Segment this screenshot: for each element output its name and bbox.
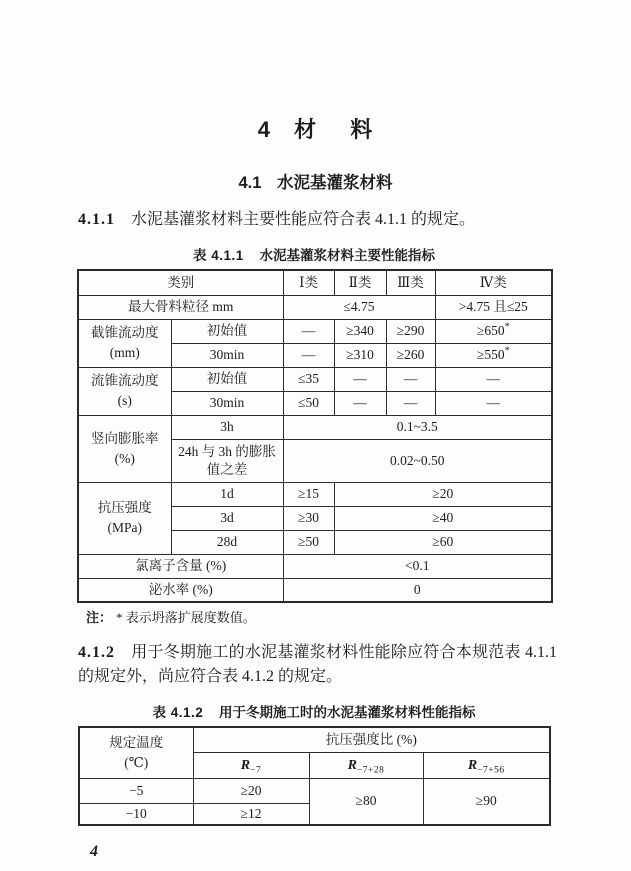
header-cell-r-minus7-plus28 <box>309 752 423 778</box>
r-subscript: −7+56 <box>477 765 505 776</box>
value-cell: ≥90 <box>423 778 550 825</box>
value-cell: — <box>435 367 552 391</box>
header-cell-class2: Ⅱ类 <box>334 270 386 295</box>
table-4-1-2-caption-title: 用于冬期施工时的水泥基灌浆材料性能指标 <box>219 705 476 720</box>
table-row <box>78 295 552 319</box>
sub-label-cell: 24h 与 3h 的膨胀值之差 <box>171 439 283 482</box>
value-cell: >4.75 且≤25 <box>435 295 552 319</box>
value-cell: — <box>283 319 334 343</box>
table-row <box>78 270 552 295</box>
table-4-1-2-caption-label: 表 4.1.2 <box>152 705 204 720</box>
row-label-line1: 竖向膨胀率 <box>91 430 159 446</box>
value-cell <box>435 319 552 343</box>
clause-4-1-1 <box>78 208 557 232</box>
value-cell: — <box>334 391 386 415</box>
value-cell: ≤50 <box>283 391 334 415</box>
row-label-cell <box>78 415 171 482</box>
chapter-heading <box>0 0 631 144</box>
value-cell: ≥20 <box>334 482 552 506</box>
header-cell-r-minus7-plus56 <box>423 752 550 778</box>
header-cell-class4: Ⅳ类 <box>435 270 552 295</box>
row-label-cell: 泌水率 (%) <box>78 578 283 602</box>
header-label-line1: 规定温度 <box>109 734 164 750</box>
row-label-line1: 截锥流动度 <box>91 325 159 340</box>
table-row <box>78 319 552 343</box>
value-cell: ≥290 <box>386 319 435 343</box>
header-cell-ratio: 抗压强度比 (%) <box>193 727 550 752</box>
sub-label-cell: 初始值 <box>171 367 283 391</box>
section-number: 4.1 <box>238 174 262 192</box>
table-row <box>78 482 552 506</box>
value-cell: 0 <box>283 578 552 602</box>
header-label-line2: (℃) <box>124 754 149 770</box>
table-4-1-1-caption <box>77 244 551 264</box>
table-row <box>79 778 550 803</box>
value-cell: ≤4.75 <box>283 295 435 319</box>
table-row <box>78 415 552 439</box>
table-row <box>78 367 552 391</box>
header-cell-category: 类别 <box>78 270 283 295</box>
clause-4-1-1-number: 4.1.1 <box>78 211 115 228</box>
value-cell: ≥260 <box>386 343 435 367</box>
r-symbol: R <box>467 757 478 773</box>
value-cell: ≥40 <box>334 506 552 530</box>
header-cell-class3: Ⅲ类 <box>386 270 435 295</box>
sub-label-cell: 28d <box>171 530 283 554</box>
value-cell: ≥30 <box>283 506 334 530</box>
value-text: ≥650 <box>476 323 505 338</box>
sub-label-cell: 初始值 <box>171 319 283 343</box>
value-cell: ≥340 <box>334 319 386 343</box>
value-cell: ≥15 <box>283 482 334 506</box>
sub-label-cell: 30min <box>171 391 283 415</box>
header-cell-temperature <box>79 727 193 778</box>
row-label-cell <box>78 367 171 415</box>
row-label-line1: 抗压强度 <box>97 500 152 515</box>
value-cell: ≥60 <box>334 530 552 554</box>
value-cell: — <box>283 343 334 367</box>
value-cell: <0.1 <box>283 554 552 578</box>
row-label-cell: 最大骨料粒径 mm <box>78 295 283 319</box>
chapter-number: 4 <box>257 117 271 142</box>
page-number: 4 <box>90 842 98 860</box>
row-label-cell <box>78 482 171 554</box>
r-symbol: R <box>240 757 251 773</box>
value-cell: ≥80 <box>309 778 423 825</box>
row-label-cell <box>78 319 171 367</box>
clause-4-1-1-text: 水泥基灌浆材料主要性能应符合表 4.1.1 的规定。 <box>131 211 476 228</box>
section-heading <box>0 169 631 193</box>
r-subscript: −7 <box>250 765 262 776</box>
sub-label-cell: 3d <box>171 506 283 530</box>
value-cell: 0.02~0.50 <box>283 439 552 482</box>
value-cell: ≤35 <box>283 367 334 391</box>
table-4-1-1 <box>77 269 553 603</box>
clause-4-1-2-text: 用于冬期施工的水泥基灌浆材料性能除应符合本规范表 4.1.1 的规定外，尚应符合表 4.1.2 的规定。 <box>78 644 557 685</box>
value-cell: — <box>435 391 552 415</box>
table-4-1-1-caption-title: 水泥基灌浆材料主要性能指标 <box>259 248 436 263</box>
temperature-cell: −5 <box>79 778 193 803</box>
value-cell: — <box>334 367 386 391</box>
clause-4-1-2-number: 4.1.2 <box>78 644 115 661</box>
row-label-line2: (s) <box>117 393 132 408</box>
table-row <box>79 727 550 752</box>
table-4-1-1-caption-label: 表 4.1.1 <box>192 248 244 263</box>
value-cell: ≥20 <box>193 778 309 803</box>
footnote-marker: * <box>504 321 510 333</box>
value-cell <box>435 343 552 367</box>
value-cell: — <box>386 391 435 415</box>
table-4-1-2 <box>78 726 551 826</box>
sub-label-cell: 3h <box>171 415 283 439</box>
value-cell: — <box>386 367 435 391</box>
temperature-cell: −10 <box>79 803 193 825</box>
value-cell: ≥310 <box>334 343 386 367</box>
header-cell-class1: Ⅰ类 <box>283 270 334 295</box>
row-label-cell: 氯离子含量 (%) <box>78 554 283 578</box>
r-symbol: R <box>347 757 357 773</box>
sub-label-cell: 1d <box>171 482 283 506</box>
value-cell: ≥50 <box>283 530 334 554</box>
value-text: ≥550 <box>476 347 505 362</box>
clause-4-1-2 <box>78 641 557 689</box>
sub-label-cell: 30min <box>171 343 283 367</box>
table-4-1-1-note <box>86 609 557 626</box>
note-text: * 表示坍落扩展度数值。 <box>116 610 256 625</box>
row-label-line2: (MPa) <box>107 520 142 535</box>
table-row <box>78 554 552 578</box>
section-title: 水泥基灌浆材料 <box>277 174 393 192</box>
value-cell: ≥12 <box>193 803 309 825</box>
table-row <box>78 578 552 602</box>
header-cell-r-minus7 <box>193 752 309 778</box>
chapter-title: 材 料 <box>294 117 374 142</box>
row-label-line2: (mm) <box>109 345 140 360</box>
row-label-line2: (%) <box>114 450 135 466</box>
value-cell: 0.1~3.5 <box>283 415 552 439</box>
note-label: 注： <box>86 610 113 625</box>
r-subscript: −7+28 <box>356 765 385 776</box>
footnote-marker: * <box>504 345 510 357</box>
table-4-1-2-caption <box>77 701 551 721</box>
row-label-line1: 流锥流动度 <box>91 373 159 388</box>
